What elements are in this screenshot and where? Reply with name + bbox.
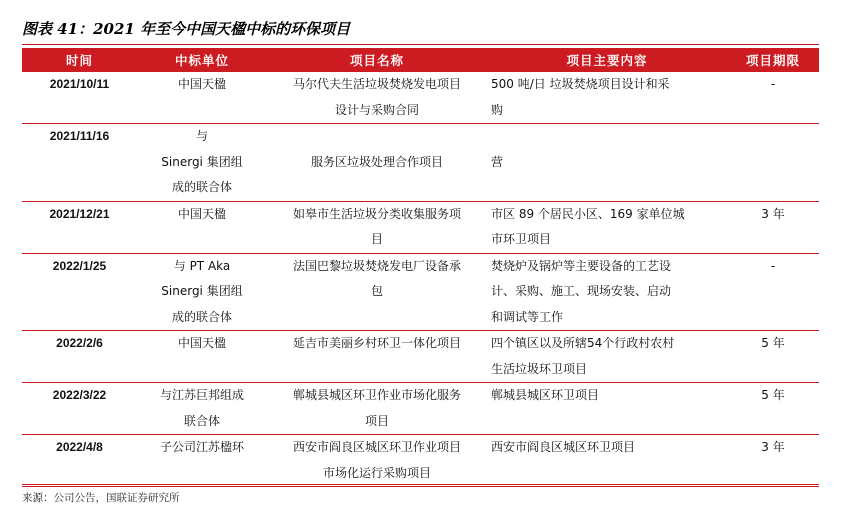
header-date: 时间 [22, 48, 137, 72]
project-name-line: 服务区垃圾处理合作项目 [310, 154, 443, 169]
project-name-line: 如皋市生活垃圾分类收集服务项 [292, 206, 461, 221]
project-content-line: 营 [491, 154, 504, 169]
project-content-line: 市区 89 个居民小区、169 家单位城 [491, 206, 685, 221]
project-content-line: 购 [491, 102, 504, 117]
project-content-line: 焚烧炉及锅炉等主要设备的工艺设 [491, 258, 672, 273]
table-row [22, 331, 819, 383]
winner-line: 与 [195, 129, 208, 143]
winner-line: 中国天楹 [177, 77, 226, 91]
cell-date: 2021/12/21 [22, 201, 137, 253]
project-name-line: 延吉市美丽乡村环卫一体化项目 [292, 336, 461, 350]
project-content-line: 和调试等工作 [491, 309, 564, 324]
cell-winner [137, 124, 267, 202]
source-divider [22, 484, 819, 485]
cell-project-name [267, 124, 487, 202]
table-body [22, 72, 819, 487]
cell-term: - [727, 253, 819, 331]
project-name-line: 郸城县城区环卫作业市场化服务 [292, 388, 461, 402]
cell-winner [137, 253, 267, 331]
cell-project-content [487, 435, 727, 487]
cell-date: 2022/1/25 [22, 253, 137, 331]
source-note: 来源：公司公告，国联证券研究所 [22, 492, 180, 504]
winner-line: 成的联合体 [171, 180, 232, 194]
header-project-name: 项目名称 [267, 48, 487, 72]
project-content-line: 生活垃圾环卫项目 [491, 361, 588, 376]
cell-term: 5 年 [727, 383, 819, 435]
table-row [22, 435, 819, 487]
project-name-line: 法国巴黎垃圾焚烧发电厂设备承 [292, 258, 461, 273]
project-name-line: 包 [370, 284, 383, 298]
cell-term: 3 年 [727, 435, 819, 487]
cell-project-name [267, 435, 487, 487]
cell-project-content [487, 72, 727, 124]
cell-winner [137, 72, 267, 124]
cell-winner [137, 201, 267, 253]
project-name-line: 项目 [364, 413, 389, 428]
winner-line: Sinergi 集团组 [161, 284, 243, 298]
cell-project-name [267, 72, 487, 124]
table-header-row [22, 48, 819, 72]
project-name-line: 设计与采购合同 [334, 102, 419, 117]
cell-term: 3 年 [727, 201, 819, 253]
title-divider [22, 44, 819, 45]
project-name-line: 目 [370, 232, 383, 246]
cell-date: 2022/3/22 [22, 383, 137, 435]
table-row [22, 253, 819, 331]
project-name-line: 市场化运行采购项目 [322, 465, 431, 480]
project-content-line: 500 吨/日 垃圾焚烧项目设计和采 [491, 77, 670, 91]
cell-project-name [267, 253, 487, 331]
header-term: 项目期限 [727, 48, 819, 72]
header-project-content: 项目主要内容 [487, 48, 727, 72]
project-name-line: 西安市阎良区城区环卫作业项目 [292, 440, 461, 454]
winner-line: 与 PT Aka [173, 258, 231, 273]
cell-project-content [487, 201, 727, 253]
cell-project-name [267, 383, 487, 435]
cell-winner [137, 383, 267, 435]
table-row [22, 124, 819, 202]
cell-date: 2021/11/16 [22, 124, 137, 202]
cell-term: 5 年 [727, 331, 819, 383]
table-row [22, 72, 819, 124]
table-row [22, 383, 819, 435]
cell-winner [137, 435, 267, 487]
cell-date: 2021/10/11 [22, 72, 137, 124]
cell-project-name [267, 201, 487, 253]
project-content-line: 计、采购、施工、现场安装、启动 [491, 284, 672, 298]
winner-line: 与江苏巨邦组成 [159, 388, 244, 402]
cell-term: - [727, 72, 819, 124]
cell-project-name [267, 331, 487, 383]
header-winner: 中标单位 [137, 48, 267, 72]
project-name-line: 马尔代夫生活垃圾焚烧发电项目 [292, 77, 461, 91]
project-name-line [271, 124, 483, 150]
project-content-line [491, 124, 723, 150]
figure-title: 图表 41：2021 年至今中国天楹中标的环保项目 [22, 20, 351, 38]
winner-line: 联合体 [183, 413, 220, 428]
table-row [22, 201, 819, 253]
cell-term [727, 124, 819, 202]
project-content-line: 西安市阎良区城区环卫项目 [491, 440, 636, 454]
cell-winner [137, 331, 267, 383]
project-content-line: 市环卫项目 [491, 232, 552, 246]
cell-project-content [487, 331, 727, 383]
cell-date: 2022/2/6 [22, 331, 137, 383]
cell-project-content [487, 383, 727, 435]
cell-project-content [487, 253, 727, 331]
cell-date: 2022/4/8 [22, 435, 137, 487]
winner-line: 中国天楹 [177, 336, 226, 350]
winner-line: Sinergi 集团组 [161, 154, 243, 169]
project-content-line: 郸城县城区环卫项目 [491, 388, 600, 402]
winner-line: 子公司江苏楹环 [159, 440, 244, 454]
projects-table [22, 48, 819, 487]
winner-line: 成的联合体 [171, 309, 232, 324]
winner-line: 中国天楹 [177, 206, 226, 221]
cell-project-content [487, 124, 727, 202]
project-content-line: 四个镇区以及所辖54个行政村农村 [491, 336, 675, 350]
